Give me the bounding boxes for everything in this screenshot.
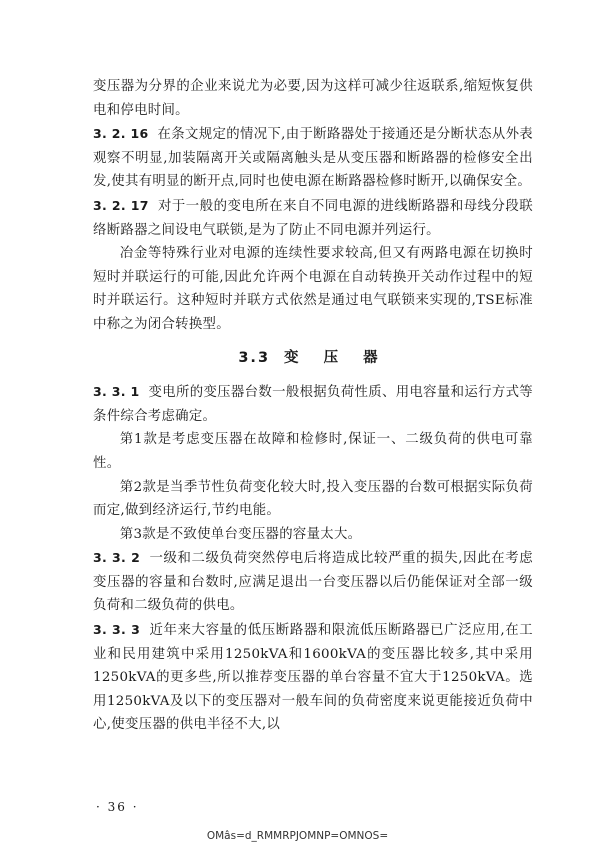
section-number: 3.3: [238, 349, 271, 366]
clause-3-2-17: 3. 2. 17 对于一般的变电所在来自不同电源的进线断路器和母线分段联络断路器之间设电气联锁,是为了防止不同电源并列运行。: [93, 197, 533, 238]
section-title: 变 压 器: [284, 348, 388, 366]
clause-number: 3. 3. 3: [93, 622, 141, 638]
page-number: · 36 ·: [96, 800, 139, 814]
clause-3-3-2: 3. 3. 2 一级和二级负荷突然停电后将造成比较严重的损失,因此在考虑变压器的容量和台数时,应满足退出一台变压器以后仍能保证对全部一级负荷和二级负荷的供电。: [93, 550, 533, 614]
clause-3-3-3: 3. 3. 3 近年来大容量的低压断路器和限流低压断路器已广泛应用,在工业和民用建筑中采用1250kVA和1600kVA的变压器比较多,其中采用1250kVA的更多些,所以推荐变压器的单台容量不宜大于1250kVA。选用1250kVA及以下的变压器对一般车间的负荷密度来说更能接近负荷中心,使变压器的供电半径不大,以: [93, 622, 533, 733]
paragraph: 变压器为分界的企业来说尤为必要,因为这样可减少往返联系,缩短恢复供电和停电时间。: [93, 79, 533, 118]
clause-3-2-16: 3. 2. 16 在条文规定的情况下,由于断路器处于接通还是分断状态从外表观察不明显,加装隔离开关或隔离触头是从变压器和断路器的检修安全出发,使其有明显的断开点,同时也使电源在断路器检修时断开,以确保安全。: [93, 126, 533, 190]
clause-3-3-1: 3. 3. 1 变电所的变压器台数一般根据负荷性质、用电容量和运行方式等条件综合考虑确定。: [93, 384, 533, 424]
clause-number: 3. 2. 16: [93, 126, 149, 142]
clause-number: 3. 2. 17: [93, 197, 149, 213]
paragraph: 第3款是不致使单台变压器的容量太大。: [119, 526, 362, 542]
clause-number: 3. 3. 1: [93, 384, 140, 400]
paragraph: 冶金等特殊行业对电源的连续性要求较高,但又有两路电源在切换时短时并联运行的可能,因此允许两个电源在自动转换开关动作过程中的短时并联运行。这种短时并联方式依然是通过电气联锁来实现的,TSE标准中称之为闭合转换型。: [93, 246, 533, 332]
section-heading: [93, 346, 533, 371]
footer-watermark: OMâs=d_RMMRPJOMNP=OMNOS=: [206, 830, 389, 842]
document-body: [93, 75, 533, 737]
paragraph: 第1款是考虑变压器在故障和检修时,保证一、二级负荷的供电可靠性。: [93, 432, 533, 471]
paragraph: 第2款是当季节性负荷变化较大时,投入变压器的台数可根据实际负荷而定,做到经济运行,节约电能。: [93, 479, 533, 519]
clause-number: 3. 3. 2: [93, 550, 141, 566]
